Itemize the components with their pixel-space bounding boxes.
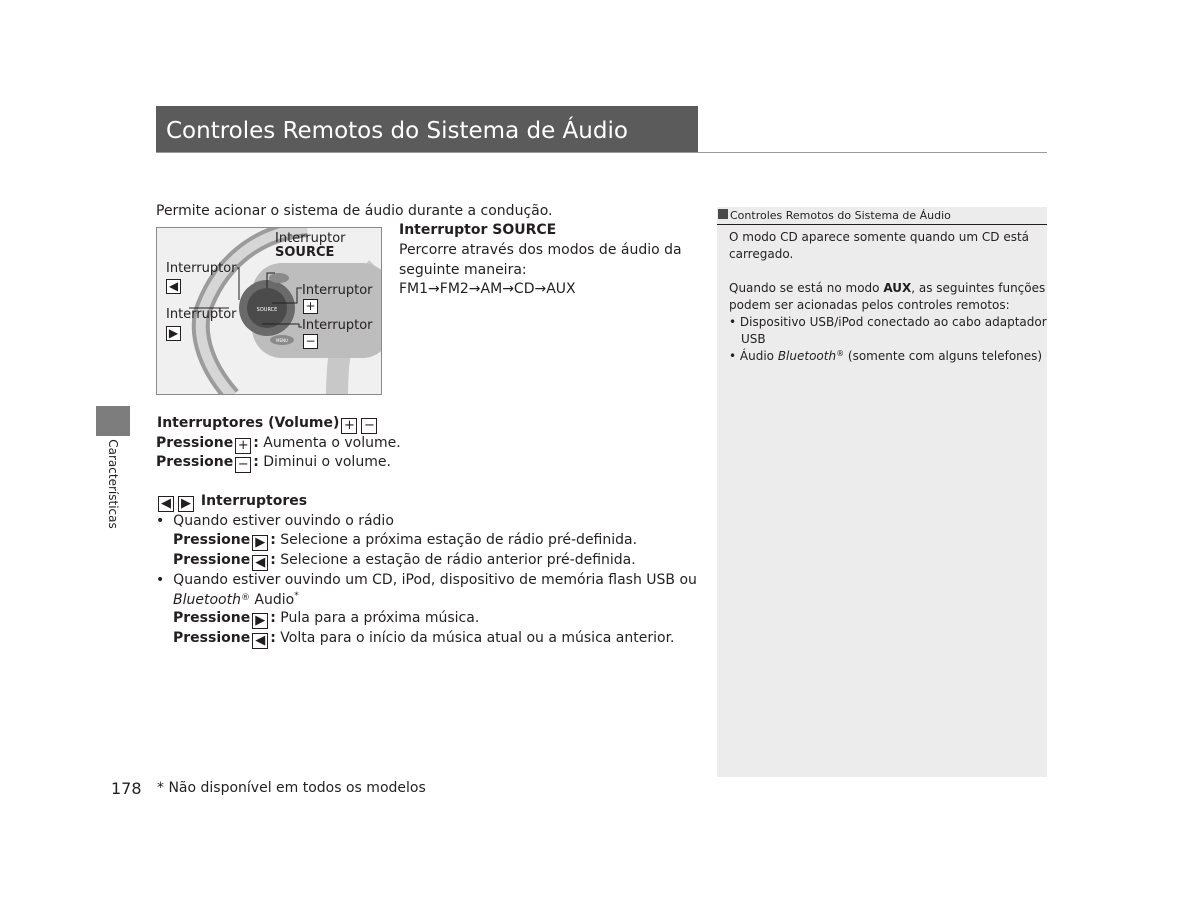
bullet-dot: • [729,349,740,363]
section-tab-label: Características [106,439,120,529]
volume-up-text: Aumenta o volume. [258,435,401,451]
plus-icon: + [303,299,318,314]
cd-prev-row: Pressione ◀ : Volta para o início da música atual ou a música anterior. [173,630,675,648]
note-p2-a: Quando se está no modo [729,281,884,295]
note-p2-b: AUX [883,281,912,295]
volume-heading: Interruptores (Volume) [157,415,340,431]
press-label: Pressione [156,454,234,470]
header-rule [156,152,1047,153]
bullet-radio-text: Quando estiver ouvindo o rádio [173,513,394,529]
note-bullet2-b: Bluetooth [777,349,837,363]
note-p1-line2: carregado. [729,247,794,261]
right-arrow-icon: ▶ [166,326,181,341]
steering-wheel-illustration [156,227,382,395]
note-p2-line1 [729,282,1045,294]
radio-prev-text: Selecione a estação de rádio anterior pré-definida. [275,552,636,568]
audio-suffix: Audio [249,592,295,608]
label-source-2: SOURCE [275,245,335,260]
label-right: Interruptor [166,307,237,322]
bullet-dot: • [156,513,174,529]
note-bullet2-a: Áudio [739,349,778,363]
note-p2-c: , as seguintes funções [911,281,1046,295]
bullet-dot: • [729,315,740,329]
note-p1-line1: O modo CD aparece somente quando um CD está [729,230,1030,244]
label-left: Interruptor [166,261,237,276]
bluetooth-audio-row: Bluetooth® Audio* [173,591,299,608]
source-line-2: seguinte maneira: [399,262,527,278]
cd-next-text: Pula para a próxima música. [275,610,480,626]
right-arrow-icon: ▶ [252,535,268,551]
source-sequence: FM1→FM2→AM→CD→AUX [399,281,576,297]
radio-prev-row: Pressione ◀ : Selecione a estação de rádio anterior pré-definida. [173,552,636,570]
seek-heading-row [156,494,307,512]
press-label: Pressione [173,552,251,568]
note-title: Controles Remotos do Sistema de Áudio [730,209,951,222]
right-arrow-icon: ▶ [178,496,194,512]
label-source-1: Interruptor [275,231,346,246]
press-label: Pressione [156,435,234,451]
bullet-dot: • [156,572,174,588]
bullet-cd-text: Quando estiver ouvindo um CD, iPod, dispositivo de memória flash USB ou [173,572,697,588]
plus-icon: + [341,418,357,434]
source-line-1: Percorre através dos modos de áudio da [399,242,682,258]
seek-heading: Interruptores [196,493,308,509]
svg-text:MENU: MENU [276,338,288,343]
press-label: Pressione [173,610,251,626]
note-p2-line2: podem ser acionadas pelos controles remotos: [729,298,1010,312]
press-label: Pressione [173,532,251,548]
label-minus: Interruptor [302,318,373,333]
section-tab [96,406,130,436]
bluetooth-text: Bluetooth [173,592,241,608]
note-bullet2-c: (somente com alguns telefones) [844,349,1043,363]
minus-icon: − [235,457,251,473]
press-label: Pressione [173,630,251,646]
right-arrow-icon: ▶ [252,613,268,629]
radio-next-text: Selecione a próxima estação de rádio pré-definida. [275,532,638,548]
left-arrow-icon: ◀ [252,633,268,649]
bullet-cd [156,573,697,587]
source-heading: Interruptor SOURCE [399,222,557,238]
left-arrow-icon: ◀ [158,496,174,512]
volume-heading-row [157,416,379,434]
intro-text: Permite acionar o sistema de áudio durante a condução. [156,203,553,219]
note-bullet1-line1 [729,316,1047,328]
cd-next-row: Pressione ▶ : Pula para a próxima música. [173,610,480,628]
note-bullet1-text: Dispositivo USB/iPod conectado ao cabo adaptador [739,315,1047,329]
volume-up-row: Pressione + : Aumenta o volume. [156,435,401,453]
minus-icon: − [361,418,377,434]
svg-text:SOURCE: SOURCE [256,307,278,313]
left-arrow-icon: ◀ [252,555,268,571]
minus-icon: − [303,334,318,349]
volume-down-text: Diminui o volume. [258,454,391,470]
note-bullet2: • Áudio Bluetooth® (somente com alguns telefones) [729,349,1043,363]
note-bullet1-line2: USB [741,332,766,346]
radio-next-row: Pressione ▶ : Selecione a próxima estação de rádio pré-definida. [173,532,638,550]
volume-down-row: Pressione − : Diminui o volume. [156,454,391,472]
bullet-radio [156,514,394,528]
cd-prev-text: Volta para o início da música atual ou a música anterior. [275,630,675,646]
plus-icon: + [235,438,251,454]
footnote: * Não disponível em todos os modelos [157,780,426,796]
left-arrow-icon: ◀ [166,279,181,294]
page-number: 178 [111,779,142,798]
page-title: Controles Remotos do Sistema de Áudio [166,118,628,144]
note-arrow-icon [718,209,728,219]
label-plus: Interruptor [302,283,373,298]
